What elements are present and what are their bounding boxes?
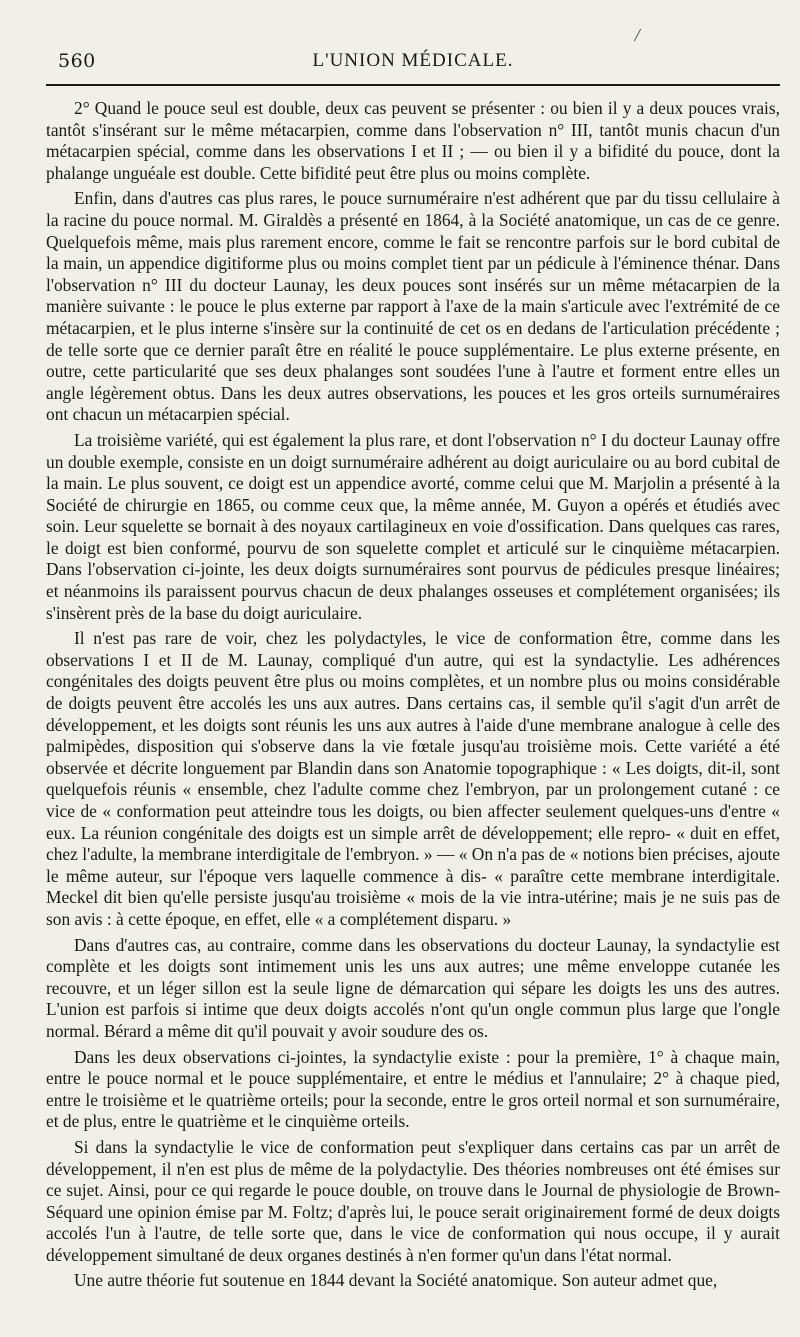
paragraph: 2° Quand le pouce seul est double, deux cas peuvent se présenter : ou bien il y a deux pouces vrais, tantôt s'insérant sur le même métacarpien, comme dans l'observation n° III, tantôt munis chacun d'un métacarpien spécial, comme dans les observations I et II ; — ou bien il y a bifidité du pouce, dont la phalange unguéale est double. Cette bifidité peut être plus ou moins complète. <box>46 98 780 183</box>
paragraph: La troisième variété, qui est également la plus rare, et dont l'observation n° I du docteur Launay offre un double exemple, consiste en un doigt surnuméraire adhérent au doigt auriculaire ou au bord cubital de la main. Le plus souvent, ce doigt est un appendice avorté, comme celui que M. Marjolin a présenté à la Société de chirurgie en 1865, ou comme ceux que, la même année, M. Guyon a opérés et étudiés avec soin. Leur squelette se bornait à des noyaux cartilagineux en voie d'ossification. Dans quelques cas rares, le doigt est bien conformé, pourvu de son squelette complet et articulé sur le cinquième métacarpien. Dans l'observation ci-jointe, les deux doigts surnuméraires sont pourvus de pédicules presque linéaires; et néanmoins ils paraissent pourvus chacun de deux phalanges osseuses et complétement organisées; ils s'insèrent près de la base du doigt auriculaire. <box>46 429 780 623</box>
article-body <box>46 98 780 1292</box>
page-header <box>46 44 780 86</box>
paragraph: Une autre théorie fut soutenue en 1844 devant la Société anatomique. Son auteur admet que, <box>74 1270 718 1291</box>
paragraph: Enfin, dans d'autres cas plus rares, le pouce surnuméraire n'est adhérent que par du tissu cellulaire à la racine du pouce normal. M. Giraldès a présenté en 1864, à la Société anatomique, un cas de ce genre. Quelquefois même, mais plus rarement encore, comme le fait se rencontre parfois sur le bord cubital de la main, un appendice digitiforme plus ou moins complet tient par un pédicule à l'éminence thénar. Dans l'observation n° III du docteur Launay, les deux pouces sont insérés sur un même métacarpien de la manière suivante : le pouce le plus externe par rapport à l'axe de la main s'articule avec l'extrémité de ce métacarpien, et le plus interne s'insère sur la continuité de cet os en dedans de l'articulation précédente ; de telle sorte que ce dernier paraît être en réalité le pouce supplémentaire. Le plus externe présente, en outre, cette particularité que ses deux phalanges sont soudées l'une à l'autre et forment entre elles un angle légèrement obtus. Dans les deux autres observations, les pouces et les gros orteils surnuméraires ont chacun un métacarpien spécial. <box>46 188 780 425</box>
page-number: 560 <box>58 50 96 72</box>
paragraph: Dans les deux observations ci-jointes, la syndactylie existe : pour la première, 1° à chaque main, entre le pouce normal et le pouce supplémentaire, et entre le médius et l'annulaire; 2° à chaque pied, entre le troisième et le quatrième orteils; pour la seconde, entre le gros orteil normal et son surnuméraire, et de plus, entre le quatrième et le cinquième orteils. <box>46 1046 780 1132</box>
running-title: L'UNION MÉDICALE. <box>312 50 514 71</box>
pencil-mark <box>634 29 641 42</box>
paragraph: Si dans la syndactylie le vice de conformation peut s'expliquer dans certains cas par un arrêt de développement, il n'en est plus de même de la polydactylie. Des théories nombreuses ont été émises sur ce sujet. Ainsi, pour ce qui regarde le pouce double, on trouve dans le Journal de physiologie de Brown-Séquard une opinion émise par M. Foltz; d'après lui, le pouce serait originairement formé de deux doigts accolés l'un à l'autre, de telle sorte que, dans le vice de conformation qui nous occupe, il y aurait développement simultané de deux organes destinés à n'en former qu'un dans l'état normal. <box>46 1136 780 1265</box>
paragraph: Il n'est pas rare de voir, chez les polydactyles, le vice de conformation être, comme dans les observations I et II de M. Launay, compliqué d'un autre, qui est la syndactylie. Les adhérences congénitales des doigts peuvent être plus ou moins complètes, et un nombre plus ou moins considérable de doigts peuvent être accolés les uns aux autres. Dans certains cas, il semble qu'il s'agit d'un arrêt de développement, et les doigts sont réunis les uns aux autres à l'aide d'une membrane analogue à celle des palmipèdes, disposition qui s'observe dans la vie fœtale jusqu'au troisième mois. Cette variété a été observée et décrite longuement par Blandin dans son Anatomie topographique : « Les doigts, dit-il, sont quelquefois réunis « ensemble, chez l'adulte comme chez l'embryon, par un prolongement cutané : ce vice de « conformation peut atteindre tous les doigts, ou bien affecter seulement quelques-uns d'entre « eux. La réunion congénitale des doigts est un simple arrêt de développement; elle repro- « duit en effet, chez l'adulte, la membrane interdigitale de l'embryon. » — « On n'a pas de « notions bien précises, ajoute le même auteur, sur l'époque vers laquelle commence à dis- « paraître cette membrane interdigitale. Meckel dit bien qu'elle persiste jusqu'au troisième « mois de la vie intra-utérine; mais je ne suis pas de son avis : à cette époque, en effet, elle « a complétement disparu. » <box>46 628 780 929</box>
paragraph: Dans d'autres cas, au contraire, comme dans les observations du docteur Launay, la syndactylie est complète et les doigts sont intimement unis les uns aux autres; une même enveloppe cutanée les recouvre, et un léger sillon est la seule ligne de démarcation qui sépare les doigts les uns des autres. L'union est parfois si intime que deux doigts accolés n'ont qu'un ongle commun plus large que l'ongle normal. Bérard a même dit qu'il pouvait y avoir soudure des os. <box>46 934 780 1041</box>
